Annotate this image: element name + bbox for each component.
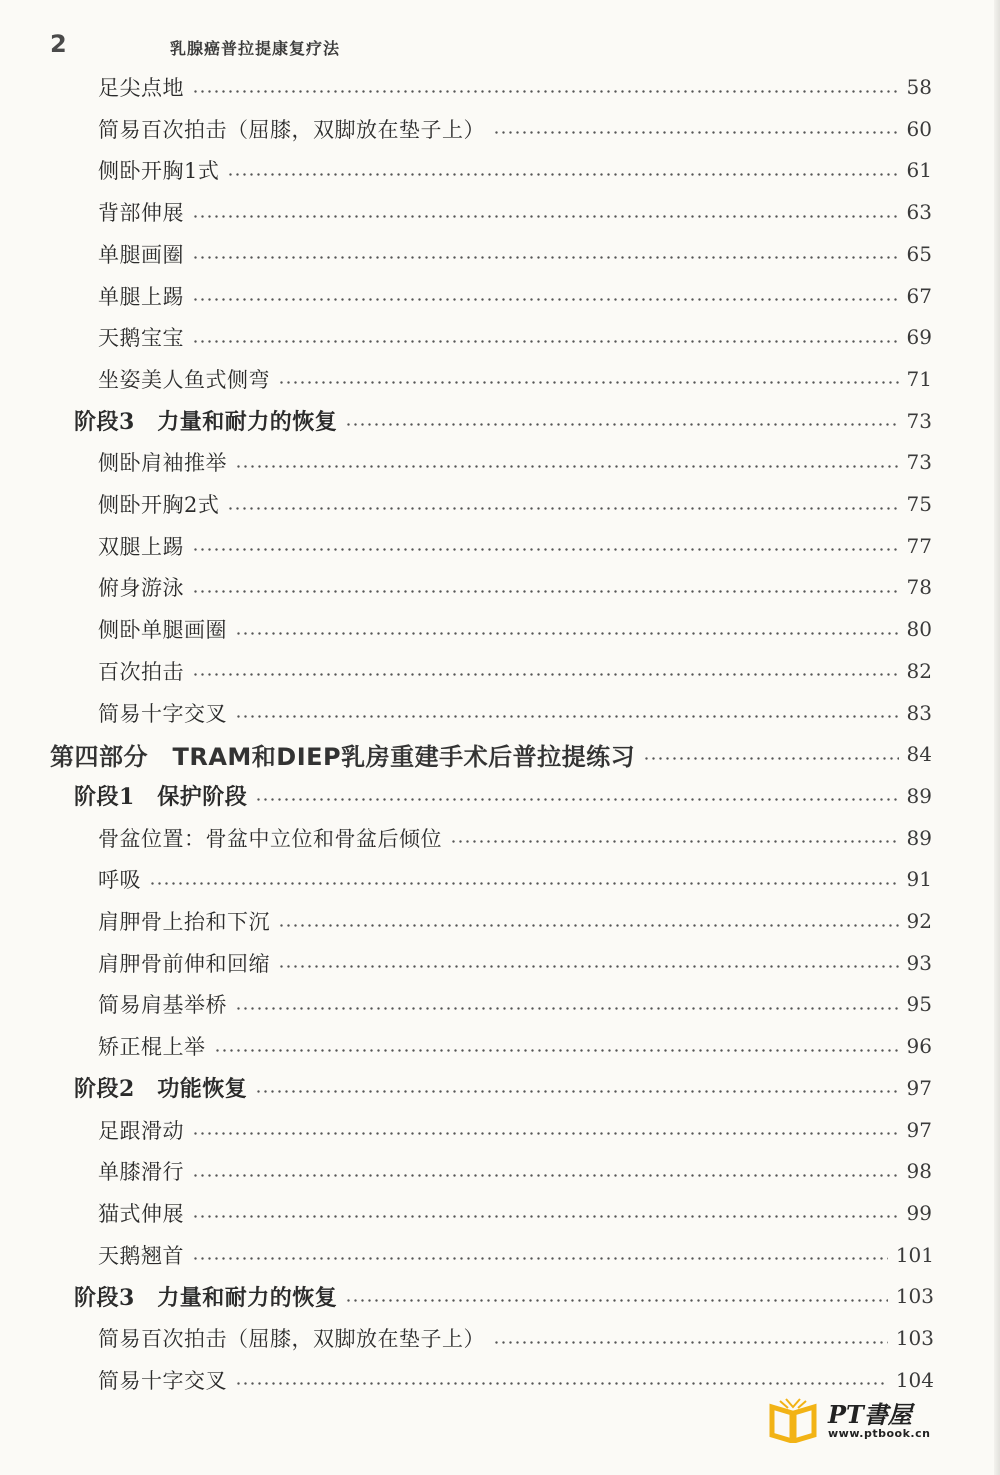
toc-page-number: 73 — [906, 408, 932, 433]
dot-leader — [192, 1257, 888, 1260]
toc-label: 天鹅宝宝 — [98, 326, 184, 351]
toc-label: 双腿上踢 — [98, 534, 184, 559]
toc-page-number: 63 — [906, 200, 932, 225]
toc-page-number: 97 — [906, 1117, 932, 1142]
toc-page-number: 61 — [906, 158, 932, 183]
dot-leader — [192, 1174, 899, 1177]
toc-label: 单腿上踢 — [98, 284, 184, 309]
dot-leader — [192, 298, 899, 301]
dot-leader — [493, 131, 899, 134]
dot-leader — [227, 173, 898, 176]
page-edge — [994, 0, 1000, 1475]
toc-entry — [98, 693, 932, 733]
toc-page-number: 96 — [906, 1034, 932, 1059]
toc-entry — [98, 943, 932, 983]
toc-page-number: 97 — [906, 1075, 932, 1100]
toc-entry — [98, 1026, 932, 1066]
toc-entry — [98, 651, 932, 691]
dot-leader — [235, 1007, 899, 1010]
toc-label: 侧卧开胸2式 — [98, 493, 220, 517]
toc-entry — [98, 1235, 934, 1275]
toc-label: 第四部分 TRAM和DIEP乳房重建手术后普拉提练习 — [50, 742, 636, 771]
toc-label: 百次拍击 — [98, 659, 184, 684]
toc-section-heading — [74, 401, 932, 441]
dot-leader — [192, 90, 899, 93]
dot-leader — [235, 1382, 888, 1385]
toc-page-number: 84 — [906, 742, 932, 767]
toc-entry — [98, 1193, 932, 1233]
dot-leader — [192, 1215, 899, 1218]
toc-page-number: 95 — [906, 992, 932, 1017]
toc-entry — [98, 609, 932, 649]
toc-label: 简易百次拍击（屈膝，双脚放在垫子上） — [98, 1327, 485, 1351]
toc-label: 简易十字交叉 — [98, 701, 227, 726]
toc-page-number: 91 — [906, 867, 932, 892]
dot-leader — [235, 715, 899, 718]
toc-entry — [98, 567, 932, 607]
toc-label: 阶段1 保护阶段 — [74, 784, 248, 811]
toc-entry — [98, 317, 932, 357]
toc-page-number: 80 — [906, 617, 932, 642]
toc-entry — [98, 276, 932, 316]
toc-entry — [98, 234, 932, 274]
dot-leader — [192, 1132, 899, 1135]
toc-label: 猫式伸展 — [98, 1201, 184, 1226]
dot-leader — [345, 1299, 888, 1302]
toc-label: 骨盆位置：骨盆中立位和骨盆后倾位 — [98, 826, 442, 851]
toc-label: 单膝滑行 — [98, 1160, 184, 1185]
toc-page-number: 93 — [906, 950, 932, 975]
toc-label: 阶段3 力量和耐力的恢复 — [74, 1284, 338, 1311]
toc-entry — [98, 442, 932, 482]
toc-entry — [98, 150, 932, 190]
dot-leader — [278, 381, 899, 384]
toc-label: 肩胛骨上抬和下沉 — [98, 910, 270, 934]
toc-label: 呼吸 — [98, 868, 141, 893]
toc-page-number: 67 — [906, 283, 932, 308]
logo-url: www.ptbook.cn — [828, 1427, 931, 1440]
dot-leader — [192, 673, 899, 676]
toc-page-number: 99 — [906, 1200, 932, 1225]
dot-leader — [255, 1090, 898, 1093]
toc-page-number: 75 — [906, 492, 932, 516]
toc-section-heading — [74, 1068, 932, 1108]
toc-part-heading — [50, 734, 932, 774]
dot-leader — [214, 1049, 899, 1052]
toc-page-number: 83 — [906, 700, 932, 725]
toc-page-number: 77 — [906, 533, 932, 558]
dot-leader — [149, 882, 899, 885]
dot-leader — [493, 1341, 888, 1344]
page-header — [50, 30, 950, 62]
toc-entry — [98, 984, 932, 1024]
running-title: 乳腺癌普拉提康复疗法 — [170, 39, 341, 58]
toc-page-number: 101 — [895, 1242, 934, 1267]
dot-leader — [192, 590, 899, 593]
toc-entry — [98, 859, 932, 899]
dot-leader — [192, 256, 899, 259]
dot-leader — [450, 840, 899, 843]
dot-leader — [235, 465, 899, 468]
toc-label: 肩胛骨前伸和回缩 — [98, 951, 270, 976]
toc-page-number: 89 — [906, 825, 932, 850]
toc-label: 背部伸展 — [98, 201, 184, 226]
toc-page-number: 103 — [895, 1284, 934, 1309]
toc-label: 阶段2 功能恢复 — [74, 1076, 248, 1103]
toc-entry — [98, 818, 932, 858]
toc-page-number: 89 — [906, 783, 932, 808]
toc-page-number: 78 — [906, 575, 932, 600]
toc-label: 简易十字交叉 — [98, 1368, 227, 1393]
toc-entry — [98, 109, 932, 149]
toc-label: 足尖点地 — [98, 76, 184, 100]
toc-entry — [98, 192, 932, 232]
toc-entry — [98, 359, 932, 399]
open-book-icon — [768, 1397, 818, 1443]
toc-page-number: 65 — [906, 241, 932, 266]
logo-text: PT書屋 — [828, 1400, 912, 1429]
toc-entry — [98, 901, 932, 941]
dot-leader — [643, 757, 898, 760]
dot-leader — [192, 548, 899, 551]
toc-label: 侧卧肩袖推举 — [98, 451, 227, 476]
toc-entry — [98, 67, 932, 107]
toc-entry — [98, 1151, 932, 1191]
toc-label: 足跟滑动 — [98, 1118, 184, 1143]
toc-page-number: 58 — [906, 75, 932, 99]
toc-section-heading — [74, 776, 932, 816]
toc-label: 单腿画圈 — [98, 242, 184, 267]
dot-leader — [345, 423, 898, 426]
toc-page-number: 69 — [906, 325, 932, 350]
toc-page-number: 73 — [906, 450, 932, 475]
toc-label: 侧卧开胸1式 — [98, 159, 220, 184]
toc-page-number: 60 — [906, 116, 932, 141]
toc-page-number: 82 — [906, 658, 932, 683]
dot-leader — [278, 924, 899, 927]
toc-label: 俯身游泳 — [98, 576, 184, 601]
toc-entry — [98, 1318, 934, 1358]
toc-section-heading — [74, 1276, 934, 1316]
toc-page-number: 92 — [906, 909, 932, 933]
toc-entry — [98, 1110, 932, 1150]
dot-leader — [227, 507, 898, 510]
toc-label: 矫正棍上举 — [98, 1035, 206, 1060]
toc-entry — [98, 526, 932, 566]
dot-leader — [192, 215, 899, 218]
toc-page-number: 103 — [895, 1326, 934, 1350]
toc-page-number: 104 — [895, 1367, 934, 1392]
toc-label: 侧卧单腿画圈 — [98, 618, 227, 643]
publisher-logo — [768, 1393, 931, 1449]
toc-label: 坐姿美人鱼式侧弯 — [98, 367, 270, 392]
page-number: 2 — [50, 30, 67, 58]
toc-label: 阶段3 力量和耐力的恢复 — [74, 409, 338, 436]
dot-leader — [235, 632, 899, 635]
toc-page-number: 98 — [906, 1159, 932, 1184]
toc-label: 天鹅翘首 — [98, 1243, 184, 1268]
toc-label: 简易百次拍击（屈膝，双脚放在垫子上） — [98, 117, 485, 142]
dot-leader — [192, 340, 899, 343]
toc-entry — [98, 484, 932, 524]
toc-label: 简易肩基举桥 — [98, 993, 227, 1018]
dot-leader — [255, 798, 898, 801]
toc-page-number: 71 — [906, 366, 932, 391]
dot-leader — [278, 965, 899, 968]
